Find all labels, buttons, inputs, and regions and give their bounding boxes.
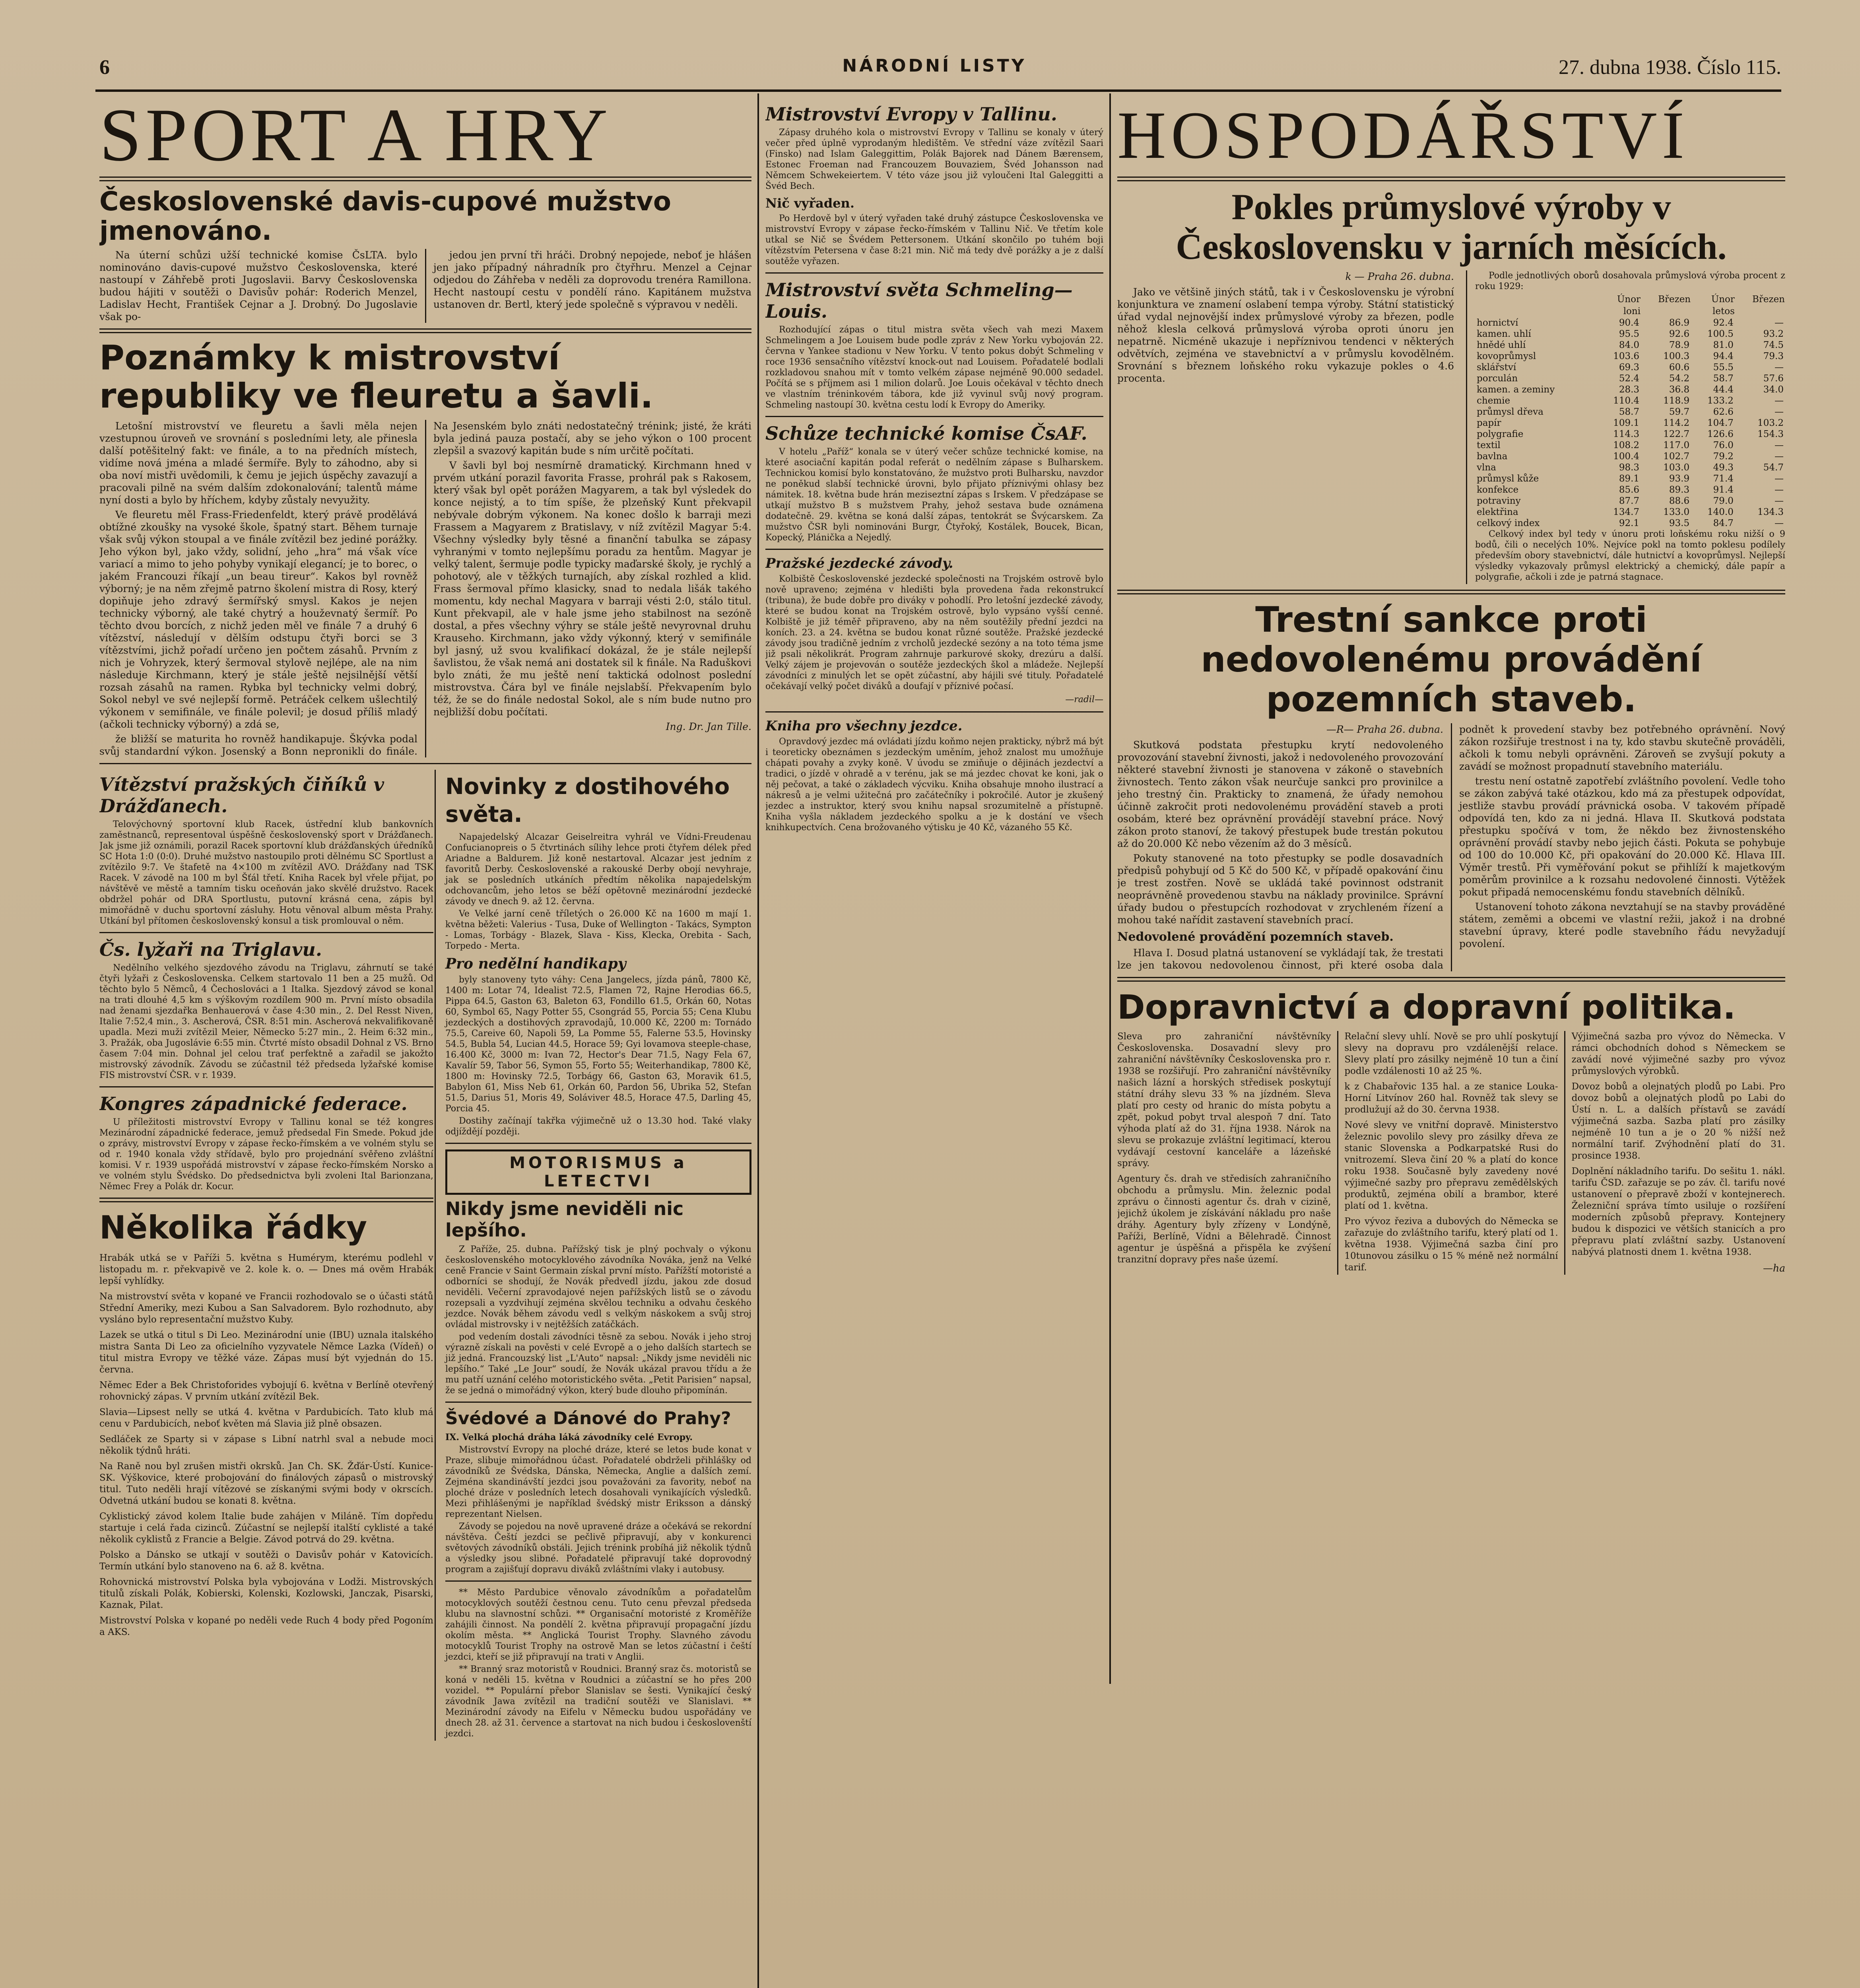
table-row-label: hnědé uhlí [1477,340,1526,350]
pokles-text-1: Jako ve většině jiných států, tak i v Československu je výrobní konjunktura ve znamení oslabení tempa výroby. Státní statistický úřad vydal nejnovější index průmyslové výroby za březen, podle něhož klesla celková průmyslová výroba oproti únoru jen nepatrně. Nicméně ukazuje i nepříznivou tendenci v některých odvětvích, zejména ve stavebnictví a v průmyslu kovodělném. Srovnání s březnem loňského roku vykazuje pokles o 4.6 procenta. [1117,286,1454,384]
table-cell: 103.2 [1757,418,1784,428]
novinky-title: Novinky z dostihového světa. [445,774,730,827]
divider [1117,977,1785,982]
table-row [1475,473,1785,484]
table-cell: 81.0 [1713,340,1734,350]
table-cell: 88.6 [1669,496,1690,506]
table-cell: 69.3 [1619,362,1640,373]
novinky-subhead: Pro nedělní handikapy [445,955,626,972]
pokles-body [1117,270,1785,584]
kongres-text: U příležitosti mistrovství Evropy v Tallinu konal se též kongres Mezinárodní západnické federace, jemuž předsedal Fin Smede. Pokud jde o zprávy, mistrovství Evropy v zápase řecko-římském a ve volném stylu se od r. 1940 konala vždy střídavě, bylo pro projednání svěřeno zvláštní komisi. V r. 1939 uspořádá mistrovství v zápase řecko-římském Norsko a ve volném stylu Švédsko. Do předsednictva byli zvoleni Ital Barionzana, Němec Frey a Polák dr. Kocur. [99,1117,433,1192]
table-row [1475,384,1785,395]
radky-list [99,1252,433,1638]
table-header [1475,305,1597,317]
table-cell: 85.6 [1619,485,1640,495]
radky-item: Na mistrovství světa v kopané ve Francii rozhodovalo se o účasti států Střední Ameriky, mezi Kubou a San Salvadorem. Bylo rozhodnuto, aby vysláno bylo representační mužstvo Kuby. [99,1291,433,1325]
tallinn-subhead: Nič vyřaden. [765,196,854,211]
novinky-text-3: byly stanoveny tyto váhy: Cena Jangelecs, jízda pánů, 7800 Kč, 1400 m: Lotar 74, Idealist 72.5, Flamen 72, Rajne Herodias 66.5, Pippa 64.5, Gaston 63, Baleton 63, Fondillo 61.5, Orkán 60, Notas 60, Symbol 65, Nagy Potter 55, Csongrád 55, Porcia 55; Cena Klubu jezdeckých a dostihových zpravodajů, 10.000 Kč, 2200 m: Tornádo 75.5, Careive 60, Napoli 59, La Pomme 55, Falerne 53.5, Hovinsky 54.5, Bubla 54, Lucian 44.5, Horace 59; Gyi lovamova steeple-chase, 16.400 Kč, 3000 m: Ivan 72, Hector's Dear 71.5, Nagy Fela 67, Kavalír 59, Tabor 56, Symon 55, Forto 55; Weiterhandikap, 7800 Kč, 1800 m: Hovinsky 72.5, Torbágy 66, Gaston 63, Moravik 61.5, Babylon 61, Miss Neb 61, Orkán 60, Pardon 56, Ubrika 52, Stefan 51.5, Darius 51, Moris 49, Soláviver 48.5, Horace 47.5, Darling 45, Porcia 45. [445,975,751,1114]
doprava-col3b: Doplnění nákladního tarifu. Do sešitu 1. nákl. tarifu ČSD. zařazuje se po záv. čl. tarifu nové ustanovení o přepravě zboží v kontejnerech. Železniční správa tímto usiluje o rozšíření moderních způsobů přepravy. Kontejnery budou k dispozici ve větších stanicích a pro přepravu platí zvláštní sazby. Ustanovení nabývá platnosti dnem 1. května 1938. [1571,1166,1785,1257]
table-row-label: kovoprůmysl [1477,351,1536,361]
table-cell: 90.4 [1619,318,1640,328]
hosp-section [1117,99,1785,1988]
fleuret-text-3: že bližší se maturita ho rovněž handikapuje. Škývka podal svůj standardní výkon. Josenský a Bonn nepronikli do finále. Na Jesenském bylo znáti nedostatečný trénink; jisté, že kráti byla jediná pauza postačí, aby se jeho výkon o 100 procent zlepšil a svazový kapitán bude s ním určitě počítati. [99,420,751,757]
table-row [1475,484,1785,495]
table-cell: 108.2 [1613,440,1640,450]
column-rule-2 [1109,93,1111,1684]
table-cell: 44.4 [1713,384,1734,395]
divider [765,416,1103,417]
table-cell: 93.2 [1763,329,1784,339]
table-cell: 134.3 [1757,507,1784,517]
table-cell: — [1775,518,1784,528]
divider [99,177,751,181]
doprava-col1: Sleva pro zahraniční návštěvníky Československa. Dosavadní slevy pro zahraniční návštěvníky Československa pro r. 1938 se rozšiřují. Pro zahraniční návštěvníky našich lázní a horských středisek poskytují státní dráhy slevu 33 % na jízdném. Sleva platí pro cesty od hranic do místa pobytu a zpět, pokud pobyt trval alespoň 7 dní. Tato výhoda platí až do 31. října 1938. Nárok na slevu se prokazuje zvláštní legitimací, kterou vydávají cestovní kanceláře a lázeňské správy. [1117,1031,1331,1169]
radky-item: Polsko a Dánsko se utkají v soutěži o Davisův pohár v Katovicích. Termín utkání bylo stanoveno na 6. až 8. května. [99,1550,433,1572]
table-cell: — [1775,396,1784,406]
doprava-col3: Dovoz bobů a olejnatých plodů po Labi. Pro dovoz bobů a olejnatých plodů po Labi do Ústí n. L. a dalších přístavů se zavádí výjimečná sazba. Sazba platí pro zásilky nejméně 10 tun a je o 20 % nižší než normální tarif. Zvýhodnění platí do 31. prosince 1938. [1571,1081,1785,1161]
davis-text-2: jedou jen první tři hráči. Drobný nepojede, neboť je hlášen jen jako případný náhradník pro čtyřhru. Menzel a Cejnar odjedou do Záhřeba v neděli za doprovodu trenéra Ramillona. Hecht nastoupí cestu v pondělí ráno. Kapitánem mužstva ustanoven dr. Bertl, který jede společně s výpravou v neděli. [433,249,751,310]
kniha-text: Opravdový jezdec má ovládati jízdu koňmo nejen prakticky, nýbrž má být i teoreticky obeznámen s jezdeckým uměním, jehož znalost mu umožňuje chápati povahy a zvyky koně. V úvodu se zmiňuje o dějinách jezdectví a tradici, o jízdě v ohradě a v terénu, jak se má jezdec chovat ke koni, jak o něj pečovat, a také o základech výcviku. Kniha obsahuje mnoho ilustrací a nákresů a je velmi užitečná pro začátečníky i pokročilé. Autor je zkušený jezdec a instruktor, který svou knihu napsal srozumitelně a přístupně. Kniha vyšla nákladem jezdeckého spolku a je k dostání ve všech knihkupectvích. Cena brožovaného výtisku je 40 Kč, vázaného 55 Kč. [765,737,1103,833]
table-row-label: elektřina [1477,507,1518,517]
hosp-section-title: HOSPODÁŘSTVÍ [1117,99,1689,173]
table-cell: 79.0 [1713,496,1734,506]
paper-name: NÁRODNÍ LISTY [842,56,1027,76]
table-row-label: textil [1477,440,1501,450]
table-row-label: sklářství [1477,362,1516,373]
table-cell: 52.4 [1619,373,1640,384]
pokles-left [1117,270,1454,584]
trestni-title: Trestní sankce proti nedovolenému provádění pozemních staveb. [1201,599,1702,720]
motor-notes-1: ** Město Pardubice věnovalo závodníkům a pořadatelům motocyklových soutěží čestnou cenu. Tuto cenu převzal předseda klubu na slavnostní schůzi. ** Organisační motoristé z Kroměříže zahájili činnost. Na pondělí 2. května připravují propagační jízdu okolím města. ** Anglická Tourist Trophy. Slavného závodu motocyklů Tourist Trophy na ostrově Man se letos zúčastní i čeští jezdci, kteří se již připravují na trati v Anglii. [445,1588,751,1662]
table-cell: — [1775,362,1784,373]
pokles-title: Pokles průmyslové výroby v Československu v jarních měsících. [1176,186,1727,267]
table-cell: 100.5 [1707,329,1734,339]
prazske-title: Pražské jezdecké závody. [765,555,953,571]
table-cell: 59.7 [1669,407,1690,417]
prazske-text: Kolbiště Československé jezdecké společnosti na Trojském ostrově bylo nově upraveno; zejména v hledišti byla provedena řada rekonstrukcí (tribuna), že bude dobře pro diváky v pohodlí. Pro letošní jezdecké závody, které se budou konat na Trojském ostrově, bylo vypsáno vyšší cenné. Kolbiště je již téměř připraveno, aby na něm soutěžily přední jezdci na koních. 23. a 24. května se budou konat různé soutěže. Pražské jezdecké závody jsou tradičně jedním z vrcholů jezdecké sezóny a na toto téma jsme již psali několikrát. Program zahrnuje parkurové skoky, drezúru a další. Velký zájem je projevován o soutěže jezdeckých škol a mládeže. Nejlepší závodníci z minulých let se opět zúčastní, aby hájili své tituly. Pořadatelé očekávají velký počet diváků a doufají v příznivé počasí. [765,574,1103,691]
page-number: 6 [99,56,110,79]
table-cell: 117.0 [1663,440,1690,450]
davis-body [99,249,751,323]
table-cell: 84.0 [1619,340,1640,350]
table-cell: 122.7 [1663,429,1690,439]
doprava-title: Dopravnictví a dopravní politika. [1117,988,1736,1027]
doprava-col2c: Pro vývoz řeziva a dubových do Německa se zařazuje do zvláštního tarifu, který platí od 1. května 1938. Výjimečná sazba činí pro 10tunovou zásilku o 15 % méně než normální tarif. [1344,1216,1558,1273]
table-cell: — [1775,474,1784,484]
fleuret-text-2: Ve fleuretu měl Frass-Friedenfeldt, který právě prodělává obtížné zkoušky na vysoké škole, špatný start. Během turnaje však svůj výkon stoupal a ve finále zvítězil bez jediné porážky. Jeho výkon byl, jako vždy, solidní, jeho „hra“ má však více variací a mimo to jeho pohyby vynikají elegancí; je to borec, o jakém Francouzi říkají „un beau tireur“. Kakos byl rovněž výborný; je na něm zřejmě patrno školení mistra di Rosy, který dopiňuje jeho zdravý šermířský smysl. Kakos je nejen technicky výborný, ale také chytrý a houževnatý šermíř. Po těchto dvou borcích, z nichž jeden měl ve finále 7 a druhý 6 vítězství, následují v dělším odstupu čtyři borci se 3 vítězstvími, jichž pořadí určeno jen počtem zásahů. Prvním z nich je Vohryzek, který šermoval stylově nejlépe, ale na nim následuje Kirchmann, který je stále ještě nejsilnější větší rozsah zásahů na ramen. Rybka byl technicky velmi dobrý, Sokol nebyl ve své nejlepší formě. Petráček celkem ušlechtilý výkonem v semifinále, ve finále polevil; je dosud příliš mladý (ačkoli technicky výborný) a zdá se, [99,509,417,730]
table-row-label: kamen. uhlí [1477,329,1531,339]
table-cell: 134.7 [1613,507,1640,517]
trestni-body [1117,723,1785,971]
table-cell: 92.6 [1669,329,1690,339]
table-row [1475,451,1785,462]
table-cell: — [1775,451,1784,462]
table-cell: 91.4 [1713,485,1734,495]
table-cell: 154.3 [1757,429,1784,439]
table-row-label: vlna [1477,462,1496,473]
doprava-col1b: Agentury čs. drah ve středisích zahraničního obchodu a průmyslu. Min. železnic podal zprávu o činnosti agentur čs. drah v cizině, jejichž úkolem je získávání nákladu pro naše dráhy. Agentury byly zřízeny v Londýně, Paříži, Berlíně, Vídni a Bělehradě. Činnost agentur je úspěšná a přispěla ke zvýšení tranzitní dopravy přes naše území. [1117,1174,1331,1265]
sport-section [99,99,751,1988]
divider [765,549,1103,550]
table-cell: 133.0 [1663,507,1690,517]
divider [99,1086,433,1087]
trestni-text-5: Ustanovení tohoto zákona nevztahují se na stavby prováděné státem, zeměmi a obcemi ve vlastní režii, jakož i na drobné stavební úpravy, které podle stavebního řádu nevyžadují povolení. [1459,901,1785,949]
divider [1117,590,1785,594]
table-row [1475,429,1785,440]
table-cell: — [1775,496,1784,506]
table-row-label: porculán [1477,373,1518,384]
column-rule-1 [757,93,759,1988]
fleuret-body [99,420,751,757]
svedove-text-2: Závody se pojedou na nově upravené dráze a očekává se rekordní návštěva. Čeští jezdci se pečlivě připravují, aby v konkurenci světových závodníků obstáli. Jejich trénink probíhá již několik týdnů a výsledky jsou slibné. Pořadatelé připravují také doprovodný program a zajišťují dopravu diváků zvláštními vlaky i autobusy. [445,1522,751,1574]
table-header [1475,293,1597,305]
doprava-col2: k z Chabařovic 135 hal. a ze stanice Louka-Horní Litvínov 260 hal. Rovněž tak slevy se prodlužují až do 30. června 1938. [1344,1081,1558,1115]
divider [445,1143,751,1144]
table-row-label: chemie [1477,396,1511,406]
table-cell: 103.6 [1613,351,1640,361]
sport-left-briefs [99,770,433,1642]
table-cell: 79.3 [1763,351,1784,361]
sport-section-title: SPORT A HRY [99,99,612,177]
table-row-label: konfekce [1477,485,1519,495]
table-cell: 92.1 [1619,518,1640,528]
divider [765,711,1103,712]
table-cell: — [1775,407,1784,417]
sport-right-column [435,770,751,1741]
table-row-label: hornictví [1477,318,1518,328]
fleuret-text-4: V šavli byl boj nesmírně dramatický. Kirchmann hned v prvém utkání porazil favorita Frasse, prohrál pak s Rakosem, který však byl opět porážen Magyarem, a tak byl výsledek do konce nejistý, a to tím spíše, že plzeňský Kunt překvapil nebývale dobrým výkonem. Na konec došlo k barraji mezi Frassem a Magyarem z Bratislavy, v níž zvítězil Magyar 5:4. Všechny výsledky byly těsné a finanční tabulka se zápasy vyhranými v tomto nejlepšímu poradu za hentům. Magyar je velký talent, šermuje podle typicky maďarské školy, je rychlý a pohotový, ale v těžkých turnajích, aby získal rozhled a klid. Frass šermoval přímo klasicky, snad to nedala lišák takého momentu, kdy nechal Magyara v barraji vésti 2:0, stálo titul. Kunt překvapil, ale v hale jsme jeho stabilnost na sezóně dostal, a přes všechny výhry se stále ještě nevyrovnal druhu Krauseho. Kirchmann, jako vždy výkonný, který v semifinále byl jasný, už svou kvalifikací dokázal, že je stále nejlepší šavlistou, že však nemá ani dostatek sil k finále. Na Raduškovi bylo znáti, že mu ještě není taktická odolnost poslední mistrovstva. Čára byl ve finále nejslabší. Překvapením bylo též, že se do finále nedostal Sokol, ale s ním bude nutno pro nejbližší dobu počítati. [433,460,751,718]
table-cell: 87.7 [1619,496,1640,506]
table-cell: 100.4 [1613,451,1640,462]
motor-box-title: MOTORISMUS a LETECTVI [445,1149,751,1195]
table-cell: 89.3 [1669,485,1690,495]
table-cell: 54.7 [1763,462,1784,473]
table-cell: 58.7 [1619,407,1640,417]
table-row [1475,328,1785,340]
radky-item: Na Raně nou byl zrušen mistři okrsků. Jan Ch. SK. Žďár-Ústí. Kunice-SK. Výškovice, které probojování do finálových zápasů o mistrovský titul. Tuto neděli hrají vítězové se získanými svými body v okrscích. Odvetná utkání budou se konati 8. května. [99,1461,433,1506]
table-cell: 71.4 [1713,474,1734,484]
table-row-label: celkový index [1477,518,1540,528]
table-row-label: papír [1477,418,1501,428]
divider [445,1580,751,1582]
fleuret-title: Poznámky k mistrovství republiky ve fleuretu a šavli. [99,338,653,416]
table-header [1641,305,1691,317]
schmeling-title: Mistrovství světa Schmeling—Louis. [765,279,1073,322]
table-header: Březen [1658,294,1691,305]
table-cell: 34.0 [1763,384,1784,395]
divider [765,272,1103,274]
table-cell: 110.4 [1613,396,1640,406]
table-cell: 49.3 [1713,462,1734,473]
table-cell: 109.1 [1613,418,1640,428]
svedove-subtitle: IX. Velká plochá dráha láká závodníky celé Evropy. [445,1432,693,1442]
kniha-title: Kniha pro všechny jezdce. [765,718,963,734]
divider [99,1198,433,1202]
issue-date: 27. dubna 1938. Číslo 115. [1559,56,1781,79]
middle-column [765,99,1103,1682]
kongres-title: Kongres západnické federace. [99,1093,408,1114]
table-row [1475,417,1785,429]
tallinn-text-1: Zápasy druhého kola o mistrovství Evropy v Tallinu se konaly v úterý večer před úplně vyprodaným hledištěm. Ve střední váze zvítězil Saari (Finsko) nad Islam Galeggittim, Polák Bajorek nad Dánem Bærensem, Estonec Froeman nad Francouzem Bouvaziem, Švéd Johansson nad Němcem Schwekeiertem. V této váze jsou již vyloučeni Ital Galeggitti a Švéd Bech. [765,128,1103,191]
table-cell: — [1775,318,1784,328]
novinky-text-4: Dostihy začínají takřka výjimečně už o 13.30 hod. Také vlaky odjíždějí později. [445,1116,751,1137]
table-row-label: polygrafie [1477,429,1524,439]
table-row-label: průmysl dřeva [1477,407,1544,417]
table-cell: 118.9 [1663,396,1690,406]
table-cell: 79.2 [1713,451,1734,462]
table-row [1475,507,1785,518]
trestni-text-1: Skutková podstata přestupku krytí nedovoleného provozování stavební živnosti, jakož i nedovoleného provozování některé stavební živnosti je stanovena v zákoně o stavebních živnostech. Tento zákon však neurčuje sankci pro provinilce a jeho trestný čin. Prakticky to znamená, že úřady nemohou účinně zakročit proti nedovolenému provádění staveb a proti osobám, které bez oprávnění provádějí stavební práce. Nový zákon proto stanoví, že takový přestupek bude trestán pokutou až do 20.000 Kč nebo vězením až do 3 měsíců. [1117,739,1443,849]
table-cell: 74.5 [1763,340,1784,350]
radky-item: Sedláček ze Sparty si v zápase s Libní natrhl sval a nebude moci několik týdnů hráti. [99,1434,433,1456]
radky-title: Několika řádky [99,1209,367,1246]
motor-notes-2: ** Branný sraz motoristů v Roudnici. Branný sraz čs. motoristů se koná v neděli 15. května v Roudnici a zúčastní se ho přes 200 vozidel. ** Populární přebor Slanislav se šesti. Vynikající český závodník Jawa zvítězil na tradiční soutěži ve Slanislavi. ** Mezinárodní závody na Eifelu v Německu budou uspořádány ve dnech 28. až 31. července a startovat na nich budou i českoslovenští jezdci. [445,1664,751,1739]
table-cell: 84.7 [1713,518,1734,528]
fleuret-byline: Ing. Dr. Jan Tille. [666,721,751,732]
svedove-text-1: Mistrovství Evropy na ploché dráze, které se letos bude konat v Praze, slibuje mimořádnou účast. Pořadatelé obdrželi přihlášky od závodníků ze Švédska, Dánska, Německa, Anglie a dalších zemí. Zejména skandinávští jezdci jsou považováni za favority, neboť na ploché dráze v posledních letech dosahovali vynikajících výsledků. Mezi přihlášenými je například švédský mistr Eriksson a dánský reprezentant Nielsen. [445,1445,751,1519]
nikdy-text-1: Z Paříže, 25. dubna. Pařížský tisk je plný pochvaly o výkonu československého motocyklového závodníka Nováka, jenž na Velké ceně Francie v Saint Germain získal první místo. Pařížští motoristé a odborníci se shodují, že Novák předvedl jízdu, jakou zde dosud neviděli. Večerní zpravodajové nejen pařížských listů se o závodu rozepsali a vyzdvihují zejména skvělou techniku a odvahu českého jezdce. Novák během závodu vedl s velkým náskokem a svůj stroj ovládal mistrovsky i v nejtěžších zatáčkách. [445,1244,751,1330]
doprava-col2d: Výjimečná sazba pro vývoz do Německa. V rámci obchodních dohod s Německem se zavádí nové výjimečné sazby pro vývoz průmyslových výrobků. [1571,1031,1785,1076]
csaf-text: V hotelu „Paříž“ konala se v úterý večer schůze technické komise, na které asociační kapitán podal referát o nedělním zápase s Bulharskem. Technickou komisí bylo konstatováno, že mužstvo proti Bulharsku, navzdor ne poněkud slabší technické úrovni, bylo přijato příznivými ohlasy bez námitek. 18. května bude hrán meziseztní zápas s Irskem. V předzápase se utkají mužstvo B s mužstvem Prahy, jehož sestava bude oznámena dodatečně. 29. května se koná další zápas, tentokrát se Švýcarskem. Za mužstvo ČSR byli nominováni Burgr, Čtyřoký, Kostálek, Boucek, Bican, Kopecký, Plánička a Nejedlý. [765,447,1103,543]
schmeling-text: Rozhodující zápas o titul mistra světa všech vah mezi Maxem Schmelingem a Joe Louisem bude podle zpráv z New Yorku vybojován 22. června v Yankee stadionu v New Yorku. V tento pokus dobýt Schmeling v roce 1936 sensačního vítězství knock-out nad Louisem. Pořadatelé bodlali rozkladovou snahou mít v tomto velkém zápase nejméně 90.000 sedadel. Počítá se s příjmem asi 1 milion dolarů. Joe Louis očekával v těchto dnech ve vlastním tréninkovém tábora, kde již vyvinul svůj nový program. Schmeling nastoupí 30. května cestu lodí k Evropy do Ameriky. [765,325,1103,410]
doprava-byline: —ha [1763,1262,1785,1274]
trestni-text-3: Hlava I. Dosud platná ustanovení se vykládají tak, že trestati lze jen takovou nedovolenou činnost, při které osoba dala podnět k provedení stavby bez potřebného oprávnění. Nový zákon rozšiřuje trestnost i na ty, kdo stavbu skutečně prováděli, ačkoli k tomu nebyli oprávněni. Zároveň se zvyšují pokuty a zavádí se možnost propadnutí stavebního materiálu. [1117,724,1785,971]
table-cell: — [1775,440,1784,450]
table-cell: 104.7 [1707,418,1734,428]
table-row [1475,373,1785,384]
table-cell: 114.2 [1663,418,1690,428]
radky-item: Němec Eder a Bek Christoforides vybojují 6. května v Berlíně otevřený rohovnický zápas. V prvním utkání zvítězil Bek. [99,1380,433,1402]
doprava-body [1117,1031,1785,1275]
table-header [1735,305,1785,317]
radky-item: Mistrovství Polska v kopané po neděli vede Ruch 4 body před Pogoním a AKS. [99,1615,433,1637]
tallinn-title: Mistrovství Evropy v Tallinu. [765,103,1057,125]
table-row-label: bavlna [1477,451,1508,462]
pokles-text-2: Podle jednotlivých oborů dosahovala průmyslová výroba procent z roku 1929: [1475,271,1785,291]
table-header: Únor [1711,294,1735,305]
divider [99,932,433,933]
prazske-byline: —radil— [1065,695,1103,705]
davis-text-1: Na úterní schůzi užší technické komise ČsLTA. bylo nominováno davis-cupové mužstvo Československa, které nastoupí v Záhřebě proti Jugoslavii. Barvy Československa budou hájiti v soutěži o Davisův pohár: Roderich Menzel, Ladislav Hecht, František Cejnar a J. Drobný. Do Jugoslavie však po- [99,249,417,322]
fleuret-text-1: Letošní mistrovství ve fleuretu a šavli měla nejen vzestupnou úroveň ve srovnání s posledními lety, ale přinesla další potěšitelný fakt: ve finále, a to na předních místech, vidíme nová jména a mladé šermíře. Byly to záhodno, aby si oba noví mistři uvědomili, k čemu je jejich úspěchy zavazují a pracovali pilně na svém dalším zdokonalování; talentů máme nyní dosti a bylo by hříchem, kdyby zůstaly nevyužity. [99,420,417,506]
table-cell: 89.1 [1619,474,1640,484]
table-row [1475,495,1785,507]
table-header-row [1475,305,1785,317]
table-cell: 140.0 [1707,507,1734,517]
svedove-title: Švédové a Dánové do Prahy? [445,1408,731,1429]
table-cell: 57.6 [1763,373,1784,384]
radky-item: Lazek se utká o titul s Di Leo. Mezinárodní unie (IBU) uznala italského mistra Santa Di Leo za oficielního vyzyvatele Němce Lazka (Vídeň) o titul mistra Evropy ve těžké váze. Zápas musí být vyjednán do 15. června. [99,1330,433,1375]
table-cell: 78.9 [1669,340,1690,350]
novinky-text-2: Ve Velké jarní ceně tříletých o 26.000 Kč na 1600 m mají 1. května běžeti: Valerius - Tusa, Duke of Wellington - Takács, Sympton - Lomas, Torbágy - Blazek, Slava - Kiss, Klecka, Orebita - Sach, Torpedo - Merta. [445,909,751,951]
table-cell: 55.5 [1713,362,1734,373]
divider [445,1402,751,1403]
divider [99,328,751,333]
novinky-text-1: Napajedelský Alcazar Geiselreitra vyhrál ve Vídni-Freudenau Confucianopreis o 5 čtvrtinách sílihy lehce proti čtyřem délek před Ariadne a Baldurem. Již koně nestartoval. Alcazar jest jedním z favoritů Derby. Československé a rakouské Derby obojí nevyhraje, jak se posledních utkáních předtím několika napajedelským odchovancům, jeho letos se běží opětovně mezinárodní jezdecké závody ve dnech 9. až 12. června. [445,832,751,907]
table-cell: 93.5 [1669,518,1690,528]
table-cell: 92.4 [1713,318,1734,328]
table-cell: 95.5 [1619,329,1640,339]
table-cell: 93.9 [1669,474,1690,484]
trestni-dateline: —R— Praha 26. dubna. [1326,724,1443,735]
pokles-dateline: k — Praha 26. dubna. [1345,271,1454,282]
radky-item: Slavia—Lipsest nelly se utká 4. května v Pardubicích. Tato klub má cenu v Pardubicích, neboť květen má Slavia již plně obsazen. [99,1407,433,1429]
header-rule [95,89,1781,92]
trestni-subhead: Nedovolené provádění pozemních staveb. [1117,930,1394,944]
table-cell: 94.4 [1713,351,1734,361]
triglav-text: Nedělního velkého sjezdového závodu na Triglavu, záhrnutí se také čtyři lyžaři z Československa. Celkem startovalo 11 ben a 25 mužů. Od těchto bylo 5 Němců, 4 Čechoslováci a 1 Italka. Sjezdový závod se konal na trati dlouhé 4,5 km s výškovým rozdílem 900 m. První místo obsadila nad ženami sjezdařka Benhauerová v čase 4:30 min., 2. Del Resst Niven, Italie 7:52,4 min., 3. Ascherová, ČSR. 8:51 min. Ascherová nekvalifikovaně upadla. Mezi muži zvítězil Meier, Německo 5:27 min., 2. Heim 6:32 min., 3. Pražák, oba Jugoslávie 6:55 min. Čtvrté místo obsadil Dohnal z VS. Brno časem 7:04 min. Dohnal jel celou trať perfektně a zařadil se jakožto mistrovský závodník. Závodu se zúčastnil též předseda lyžařské komise FIS mistrovství ČSR. v r. 1939. [99,963,433,1080]
table-cell: 133.2 [1707,396,1734,406]
table-cell: 114.3 [1613,429,1640,439]
nikdy-title: Nikdy jsme neviděli nic lepšího. [445,1198,684,1241]
production-table [1475,293,1785,529]
table-cell: 28.3 [1619,384,1640,395]
production-table-body [1475,317,1785,529]
table-header: Březen [1752,294,1785,305]
tallinn-text-2: Po Herdově byl v úterý vyřaden také druhý zástupce Československa ve mistrovství Evropy v zápase řecko-římském v Tallinu Nič. Ve třetím kole utkal se Nič se Švédem Pettersonem. Utkání skončilo po tuhém boji vítězstvím Petersena v čase 8:21 min. Nič má tedy dvě porážky a je z další soutěže vyřazen. [765,214,1103,266]
divider [99,763,751,764]
table-cell: 98.3 [1619,462,1640,473]
table-header: letos [1712,306,1735,316]
table-cell: — [1775,485,1784,495]
davis-title: Československé davis-cupové mužstvo jmenováno. [99,186,672,246]
rackove-text: Telovýchovný sportovní klub Racek, ústřední klub bankovních zaměstnanců, representoval úspěšně československý sport v Drážďanech. Jak jsme již oznámili, porazil Racek sportovní klub drážďanských úředníků SC Hota 1:0 (0:0). Druhé mužstvo nastoupilo proti dělnému SC Sportlust a zvítězilo 9:7. Ve štafetě na 4×100 m zvítězil AVO. Drážďany nad TSK Racek. V závodě na 100 m byl Šťál třetí. Kniha Racek byl vřele přijat, po návštěvě ve městě a tamním tisku oceňován jako skvělé družstvo. Racek obdržel pohár od DRA Sportlustu, putovní krásná cena, zápis byl mimořádně v duchu sportovní zásluhy. Hotu věnoval album města Prahy. Utkání byl přítomen československý konsul a tisk promlouval o něm. [99,819,433,926]
table-header: Únor [1617,294,1641,305]
table-row [1475,340,1785,351]
table-cell: 103.0 [1663,462,1690,473]
radky-item: Hrabák utká se v Paříži 5. května s Humérym, kterému podlehl v listopadu m. r. překvapivě ve 2. kole k. o. — Dnes má ověm Hrabák lepší vyhlídky. [99,1253,433,1286]
table-row [1475,351,1785,362]
table-row [1475,395,1785,406]
table-cell: 100.3 [1663,351,1690,361]
table-cell: 102.7 [1663,451,1690,462]
table-row [1475,518,1785,529]
divider [1117,177,1785,181]
doprava-col1c: Relační slevy uhlí. Nově se pro uhlí poskytují slevy na dopravu pro vzdálenější relace. Slevy platí pro zásilky nejméně 10 tun a činí podle vzdálenosti 10 až 25 %. [1344,1031,1558,1076]
table-cell: 62.6 [1713,407,1734,417]
table-row [1475,362,1785,373]
table-cell: 126.6 [1707,429,1734,439]
trestni-text-4: trestu není ostatně zapotřebí zvláštního povolení. Vedle toho se zákon zabývá také otázkou, kdo má za přestupek odpovídat, jestliže stavbu provádí právnická osoba. V takovém případě odpovídá ten, kdo za ni jedná. Hlava II. Skutková podstata přestupku spočívá v tom, že někdo bez živnostenského oprávnění provádí stavby nebo jejich části. Pokuta se pohybuje od 100 do 10.000 Kč, při opakování do 20.000 Kč. Hlava III. Výměr trestů. Při vyměřování pokut se přihlíží k majetkovým poměrům provinilce a k rozsahu nedovolené činnosti. Výtěžek pokut připadá nemocenskému fondu stavebních dělníků. [1459,775,1785,898]
table-row [1475,406,1785,417]
table-row [1475,317,1785,328]
triglav-title: Čs. lyžaři na Triglavu. [99,939,322,960]
table-row [1475,462,1785,473]
table-cell: 58.7 [1713,373,1734,384]
doprava-col2b: Nové slevy ve vnitřní dopravě. Ministerstvo železnic povolilo slevy pro zásilky dřeva ze stanic Slovenska a Podkarpatské Rusi do vnitrozemí. Sleva činí 20 % a platí do konce roku 1938. Současně byly zavedeny nové výjimečné sazby pro přepravu zemědělských produktů, zejména obilí a brambor, které platí od 1. května. [1344,1120,1558,1211]
radky-item: Rohovnická mistrovství Polska byla vybojována v Lodži. Mistrovských titulů získali Polák, Kobierski, Kolenski, Kozlowski, Janczak, Pisarski, Kaznak, Pilat. [99,1577,433,1610]
table-header: loni [1623,306,1641,316]
table-cell: 86.9 [1669,318,1690,328]
table-row [1475,440,1785,451]
rackove-title: Vítězství pražských čiňíků v Drážďanech. [99,774,384,817]
csaf-title: Schůze technické komise ČsAF. [765,423,1087,444]
table-cell: 54.2 [1669,373,1690,384]
table-row-label: kamen. a zeminy [1477,384,1555,395]
table-row-label: potraviny [1477,496,1521,506]
table-row-label: průmysl kůže [1477,474,1539,484]
radky-item: Cyklistický závod kolem Italie bude zahájen v Miláně. Tím dopředu startuje i celá řada cizinců. Zúčastní se nejlepší italští cyklisté a také několik cyklistů z Francie a Belgie. Závod potrvá do 29. května. [99,1511,433,1545]
nikdy-text-2: pod vedením dostali závodníci těsně za sebou. Novák i jeho stroj výrazně získali na pověsti v celé Evropě a o jeho dalších startech se již jedná. Francouzský list „L'Auto“ napsal: „Nikdy jsme neviděli nic lepšího.“ Také „Le Jour“ soudí, že Novák ukázal pravou třídu a že mu patří uznání celého motoristického světa. „Petit Parisien“ napsal, že se jedná o mimořádný výkon, který bude dlouho připomínán. [445,1332,751,1396]
table-cell: 60.6 [1669,362,1690,373]
pokles-text-3: Celkový index byl tedy v únoru proti loňskému roku nižší o 9 bodů, čili o necelých 10%. Nejvíce pokl na tomto poklesu podílely především obory stavebnictví, dále hutnictví a kovoprůmysl. Nejlepší výsledky vykazovaly průmysl elektrický a chemický, dále papír a polygrafie, ačkoli i zde je patrná stagnace. [1475,529,1785,582]
pokles-right [1466,270,1785,584]
trestni-text-2: Pokuty stanovené na toto přestupky se podle dosavadních předpisů pohybují od 5 Kč do 500 Kč, v případě opakování činu je trest zostřen. Nově se ukládá také povinnost odstranit neoprávněně provedenou stavbu na náklady provinilce. Správní úřady budou o přestupcích rozhodovat v zrychleném řízení a mohou také nařídit zastavení stavebních prací. [1117,852,1443,926]
table-cell: 36.8 [1669,384,1690,395]
table-cell: 76.0 [1713,440,1734,450]
table-header-row [1475,293,1785,305]
